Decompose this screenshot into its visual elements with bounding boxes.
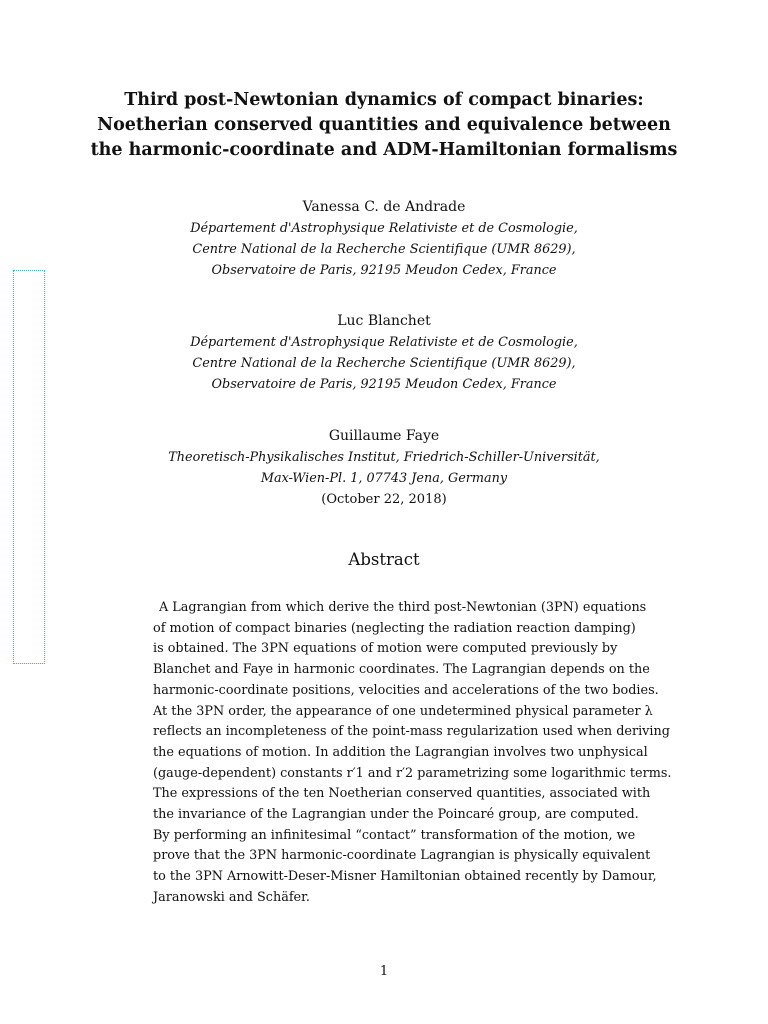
title-line: Noetherian conserved quantities and equivalence between bbox=[97, 115, 671, 135]
affiliation-line: Département d'Astrophysique Relativiste et de Cosmologie, bbox=[190, 335, 578, 350]
title-line: the harmonic-coordinate and ADM-Hamiltonian formalisms bbox=[90, 140, 678, 160]
abstract-line: to the 3PN Arnowitt-Deser-Misner Hamiltonian obtained recently by Damour, bbox=[153, 869, 657, 885]
paper-title bbox=[84, 88, 684, 163]
affiliation-line: Observatoire de Paris, 92195 Meudon Cedex, France bbox=[211, 377, 557, 392]
abstract-body bbox=[153, 598, 672, 909]
author-name: Vanessa C. de Andrade bbox=[302, 199, 466, 215]
abstract-line: reflects an incompleteness of the point-mass regularization used when deriving bbox=[153, 724, 670, 740]
author-name: Guillaume Faye bbox=[328, 428, 440, 444]
affiliation-line: Centre National de la Recherche Scientifique (UMR 8629), bbox=[192, 356, 576, 371]
author-block bbox=[134, 311, 634, 395]
affiliation-line: Observatoire de Paris, 92195 Meudon Cedex, France bbox=[211, 263, 557, 278]
abstract-line: the equations of motion. In addition the Lagrangian involves two unphysical bbox=[153, 744, 648, 760]
paper-date: (October 22, 2018) bbox=[321, 492, 447, 507]
abstract-line: Jaranowski and Schäfer. bbox=[153, 889, 310, 905]
author-block bbox=[134, 197, 634, 281]
abstract-line: prove that the 3PN harmonic-coordinate Lagrangian is physically equivalent bbox=[153, 848, 651, 864]
abstract-line: of motion of compact binaries (neglecting the radiation reaction damping) bbox=[153, 620, 636, 636]
arxiv-stamp-box bbox=[13, 270, 45, 664]
author-name: Luc Blanchet bbox=[337, 313, 431, 329]
abstract-line: Blanchet and Faye in harmonic coordinates. The Lagrangian depends on the bbox=[153, 662, 650, 678]
title-line: Third post-Newtonian dynamics of compact binaries: bbox=[124, 90, 644, 110]
abstract-line: At the 3PN order, the appearance of one undetermined physical parameter λ bbox=[153, 703, 653, 719]
affiliation-line: Max-Wien-Pl. 1, 07743 Jena, Germany bbox=[260, 471, 508, 486]
abstract-line: By performing an infinitesimal “contact” transformation of the motion, we bbox=[153, 827, 636, 843]
abstract-line: harmonic-coordinate positions, velocities and accelerations of the two bodies. bbox=[153, 682, 659, 698]
abstract-line: The expressions of the ten Noetherian conserved quantities, associated with bbox=[153, 786, 651, 802]
abstract-heading: Abstract bbox=[348, 550, 420, 569]
affiliation-line: Département d'Astrophysique Relativiste et de Cosmologie, bbox=[190, 221, 578, 236]
abstract-line: is obtained. The 3PN equations of motion were computed previously by bbox=[153, 641, 618, 657]
author-block bbox=[134, 426, 634, 510]
abstract-line: the invariance of the Lagrangian under the Poincaré group, are computed. bbox=[153, 807, 639, 823]
abstract-line: A Lagrangian from which derive the third post-Newtonian (3PN) equations bbox=[159, 600, 647, 615]
page-number: 1 bbox=[379, 964, 389, 979]
affiliation-line: Theoretisch-Physikalisches Institut, Friedrich-Schiller-Universität, bbox=[168, 450, 600, 465]
affiliation-line: Centre National de la Recherche Scientifique (UMR 8629), bbox=[192, 242, 576, 257]
abstract-line: (gauge-dependent) constants r′1 and r′2 parametrizing some logarithmic terms. bbox=[153, 765, 672, 781]
